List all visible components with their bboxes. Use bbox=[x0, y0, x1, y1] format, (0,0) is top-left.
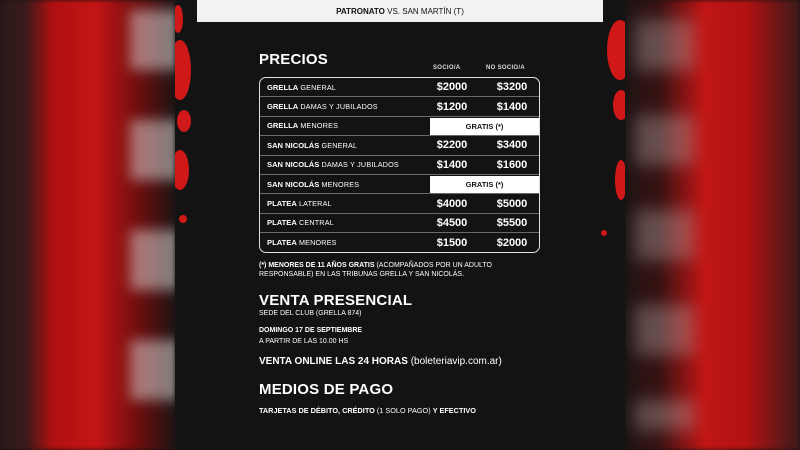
online-sales: VENTA ONLINE LAS 24 HORAS (boleteriavip.com.ar) bbox=[259, 356, 502, 367]
venta-place: SEDE DEL CLUB (GRELLA 874) bbox=[259, 310, 362, 317]
boleteria-link[interactable]: (boleteriavip.com.ar) bbox=[410, 356, 502, 367]
column-header-no-socio: NO SOCIO/A bbox=[486, 65, 526, 71]
pago-title: MEDIOS DE PAGO bbox=[259, 381, 394, 398]
paint-splatter bbox=[179, 215, 187, 223]
price-socio: $1200 bbox=[436, 100, 468, 113]
away-team: VS. SAN MARTÍN (T) bbox=[387, 6, 464, 16]
paint-splatter bbox=[177, 110, 191, 132]
blurred-background-left bbox=[0, 0, 175, 450]
table-row: GRELLA GENERAL $2000 $3200 bbox=[260, 78, 539, 97]
price-socio: $4000 bbox=[436, 197, 468, 210]
home-team: PATRONATO bbox=[336, 6, 385, 16]
paint-splatter bbox=[175, 5, 183, 33]
price-socio: $1500 bbox=[436, 236, 468, 249]
price-socio: $2200 bbox=[436, 139, 468, 152]
paint-splatter bbox=[601, 230, 607, 236]
match-header bbox=[197, 0, 603, 22]
price-table bbox=[259, 77, 540, 253]
price-poster bbox=[175, 0, 625, 450]
payment-methods: TARJETAS DE DÉBITO, CRÉDITO (1 SOLO PAGO) Y EFECTIVO bbox=[259, 406, 476, 415]
paint-splatter bbox=[613, 90, 625, 120]
free-badge: GRATIS (*) bbox=[430, 176, 539, 193]
paint-splatter bbox=[175, 40, 191, 100]
table-row: PLATEA LATERAL $4000 $5000 bbox=[260, 194, 539, 213]
table-row: PLATEA CENTRAL $4500 $5500 bbox=[260, 214, 539, 233]
paint-splatter bbox=[615, 160, 625, 200]
price-socio: $2000 bbox=[436, 81, 468, 94]
column-header-socio: SOCIO/A bbox=[433, 65, 461, 71]
free-badge: GRATIS (*) bbox=[430, 118, 539, 135]
price-no-socio: $3400 bbox=[496, 139, 528, 152]
venta-date: DOMINGO 17 DE SEPTIEMBRE bbox=[259, 327, 363, 334]
price-no-socio: $1600 bbox=[496, 158, 528, 171]
price-no-socio: $5000 bbox=[496, 197, 528, 210]
venta-title: VENTA PRESENCIAL bbox=[259, 292, 413, 309]
prices-title: PRECIOS bbox=[259, 51, 328, 68]
price-no-socio: $5500 bbox=[496, 216, 528, 229]
price-socio: $1400 bbox=[436, 158, 468, 171]
free-entry-note: (*) MENORES DE 11 AÑOS GRATIS (ACOMPAÑADOS POR UN ADULTO RESPONSABLE) EN LAS TRIBUNAS GRELLA Y SAN NICOLÁS. bbox=[259, 262, 492, 278]
table-row: SAN NICOLÁS MENORES GRATIS (*) bbox=[260, 175, 539, 194]
table-row: SAN NICOLÁS GENERAL $2200 $3400 bbox=[260, 136, 539, 155]
paint-splatter bbox=[175, 150, 189, 190]
table-row: PLATEA MENORES $1500 $2000 bbox=[260, 233, 539, 252]
table-row: SAN NICOLÁS DAMAS Y JUBILADOS $1400 $1600 bbox=[260, 156, 539, 175]
price-no-socio: $3200 bbox=[496, 81, 528, 94]
venta-time: A PARTIR DE LAS 10.00 HS bbox=[259, 338, 349, 345]
table-row: GRELLA MENORES GRATIS (*) bbox=[260, 117, 539, 136]
blurred-background-right bbox=[625, 0, 800, 450]
paint-splatter bbox=[607, 20, 625, 80]
price-no-socio: $1400 bbox=[496, 100, 528, 113]
price-no-socio: $2000 bbox=[496, 236, 528, 249]
price-socio: $4500 bbox=[436, 216, 468, 229]
table-row: GRELLA DAMAS Y JUBILADOS $1200 $1400 bbox=[260, 97, 539, 116]
